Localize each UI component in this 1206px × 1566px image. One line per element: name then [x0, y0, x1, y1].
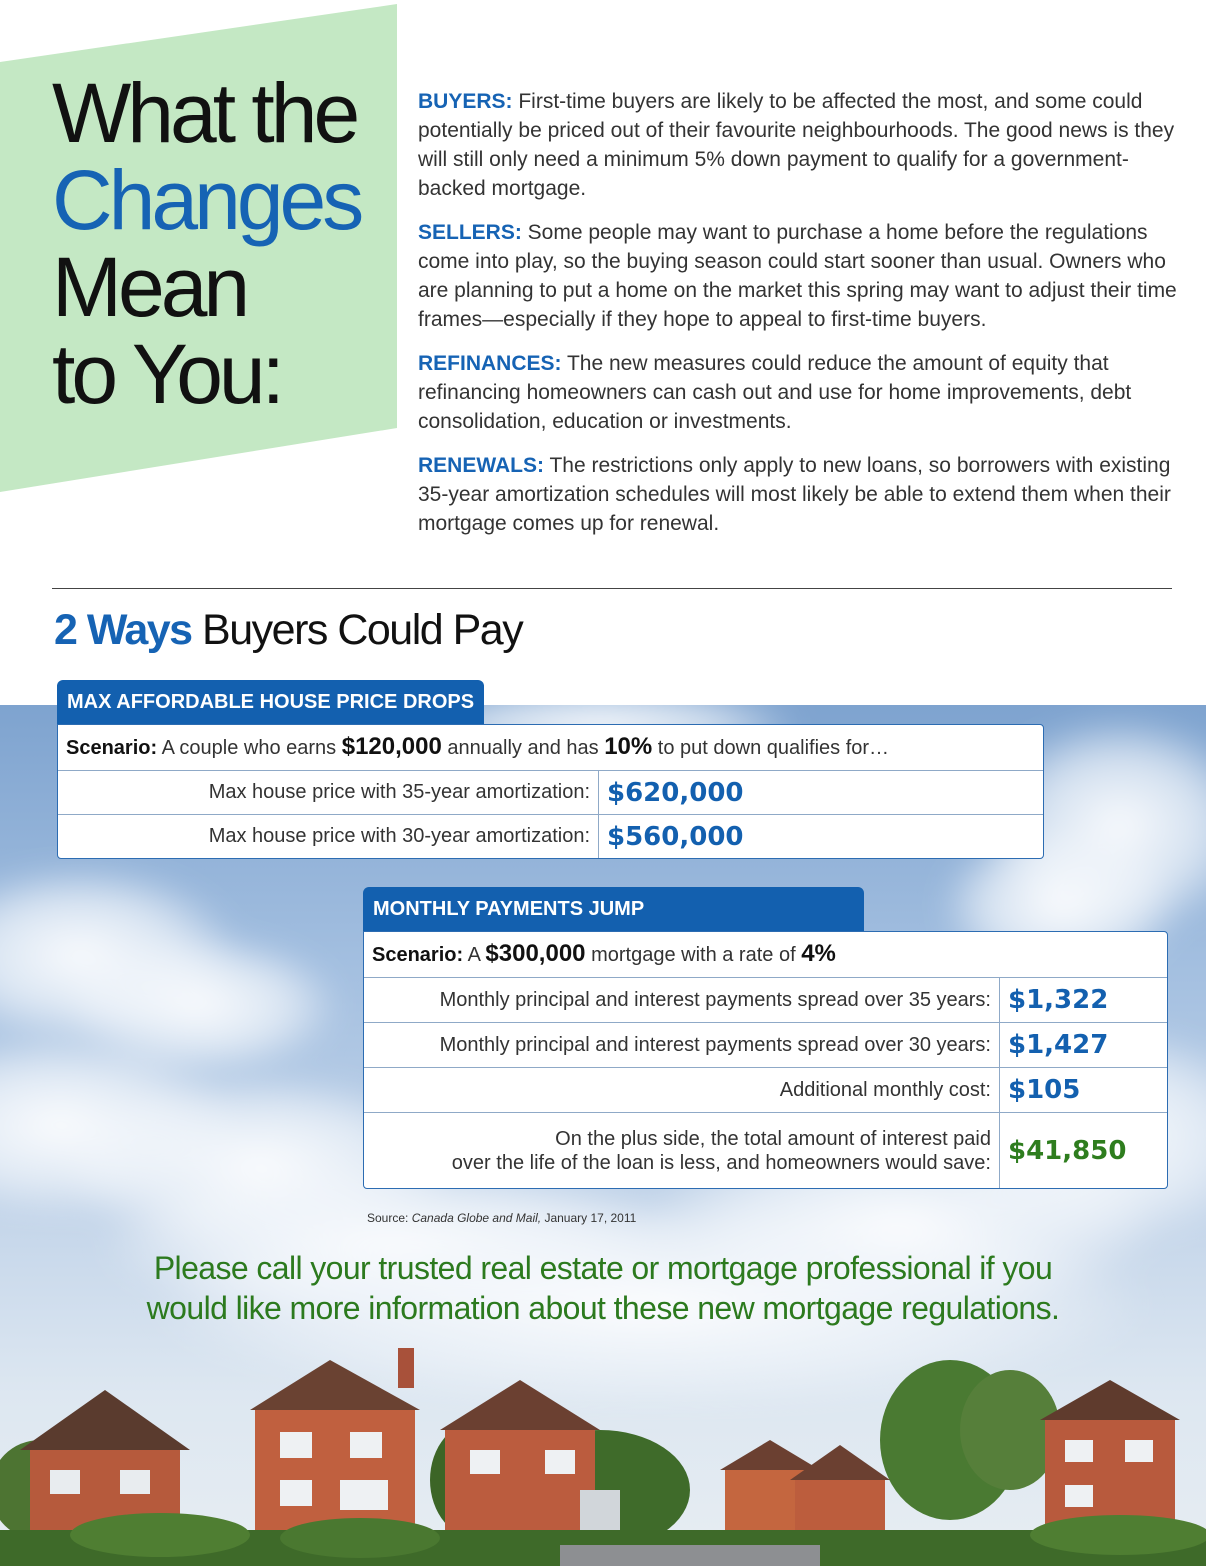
intro-paragraphs [418, 87, 1178, 553]
table2-title: MONTHLY PAYMENTS JUMP [363, 887, 864, 931]
houses-image [0, 1340, 1206, 1566]
source-date: January 17, 2011 [541, 1211, 637, 1225]
table1-scenario-text-a: A couple who earns [157, 737, 342, 759]
table2-scenario-label: Scenario: [372, 944, 464, 966]
row-value: $1,427 [1008, 1030, 1109, 1060]
table2-mortgage-amount: $300,000 [485, 940, 586, 967]
table2-scenario [364, 932, 844, 977]
house-price-table [57, 724, 1044, 859]
savings-label-line-1: On the plus side, the total amount of interest paid [555, 1127, 991, 1150]
buyers-paragraph [418, 87, 1178, 203]
ways-title-bold: 2 Ways [54, 606, 192, 654]
refinances-label: REFINANCES: [418, 352, 562, 375]
headline-line-2: Changes [52, 153, 361, 247]
call-to-action [0, 1248, 1206, 1328]
headline-line-3: Mean [52, 240, 247, 334]
row-value: $1,322 [1008, 985, 1109, 1015]
table1-scenario-text-c: to put down qualifies for… [652, 737, 890, 759]
savings-value: $41,850 [1008, 1135, 1127, 1166]
table1-scenario-label: Scenario: [66, 737, 158, 759]
table1-scenario-row [58, 725, 1043, 770]
refinances-text: The new measures could reduce the amount of equity that refinancing homeowners can cash out and use for home improvements, debt consolidation, education or investments. [418, 352, 1132, 433]
table-row [364, 1067, 1167, 1112]
sellers-paragraph [418, 218, 1178, 334]
ways-title [54, 606, 522, 655]
source-publication: Canada Globe and Mail, [411, 1211, 542, 1225]
table-row [364, 1112, 1167, 1188]
headline-line-1: What the [52, 66, 357, 160]
cta-line-1: Please call your trusted real estate or mortgage professional if you [153, 1250, 1053, 1286]
renewals-label: RENEWALS: [418, 454, 544, 477]
row-label: Max house price with 35-year amortization: [58, 771, 599, 814]
savings-label-line-2: over the life of the loan is less, and homeowners would save: [451, 1151, 991, 1174]
table1-title: MAX AFFORDABLE HOUSE PRICE DROPS [57, 680, 484, 724]
cta-line-2: would like more information about these new mortgage regulations. [146, 1290, 1060, 1326]
table1-scenario [58, 725, 897, 770]
section-divider [52, 588, 1172, 589]
headline-line-4: to You: [52, 327, 281, 421]
table-row [364, 1022, 1167, 1067]
table1-down-payment: 10% [604, 733, 653, 760]
refinances-paragraph [418, 349, 1178, 436]
sellers-text: Some people may want to purchase a home before the regulations come into play, so the buying season could start sooner than usual. Owners who are planning to put a home on the market this spring may want to adjust their time frames—especially if they hope to appeal to first-time buyers. [418, 221, 1177, 331]
table-row [58, 814, 1043, 858]
row-label: Monthly principal and interest payments spread over 35 years: [364, 978, 1000, 1022]
table2-scenario-text-b: mortgage with a rate of [585, 944, 802, 966]
headline [52, 66, 392, 421]
source-citation [367, 1211, 636, 1225]
row-value: $105 [1008, 1075, 1081, 1105]
table-row [58, 770, 1043, 814]
ways-title-rest: Buyers Could Pay [191, 606, 523, 654]
renewals-text: The restrictions only apply to new loans, so borrowers with existing 35-year amortization schedules will most likely be able to extend them when their mortgage comes up for renewal. [418, 454, 1171, 535]
table2-scenario-row [364, 932, 1167, 977]
row-value: $560,000 [607, 821, 744, 852]
renewals-paragraph [418, 451, 1178, 538]
savings-label [452, 1127, 991, 1175]
table1-scenario-text-b: annually and has [441, 737, 605, 759]
table2-rate: 4% [801, 940, 836, 967]
source-prefix: Source: [367, 1211, 412, 1225]
row-label: Monthly principal and interest payments spread over 30 years: [364, 1023, 1000, 1067]
table2-scenario-text-a: A [463, 944, 486, 966]
table1-income: $120,000 [341, 733, 442, 760]
row-value: $620,000 [607, 777, 744, 808]
table-row [364, 977, 1167, 1022]
buyers-label: BUYERS: [418, 90, 513, 113]
sellers-label: SELLERS: [418, 221, 522, 244]
row-label: Additional monthly cost: [364, 1068, 1000, 1112]
buyers-text: First-time buyers are likely to be affected the most, and some could potentially be priced out of their favourite neighbourhoods. The good news is they will still only need a minimum 5% down payment to qualify for a government-backed mortgage. [418, 90, 1175, 200]
monthly-payments-table [363, 931, 1168, 1189]
row-label: Max house price with 30-year amortization: [58, 815, 599, 858]
row-label [364, 1113, 1000, 1188]
